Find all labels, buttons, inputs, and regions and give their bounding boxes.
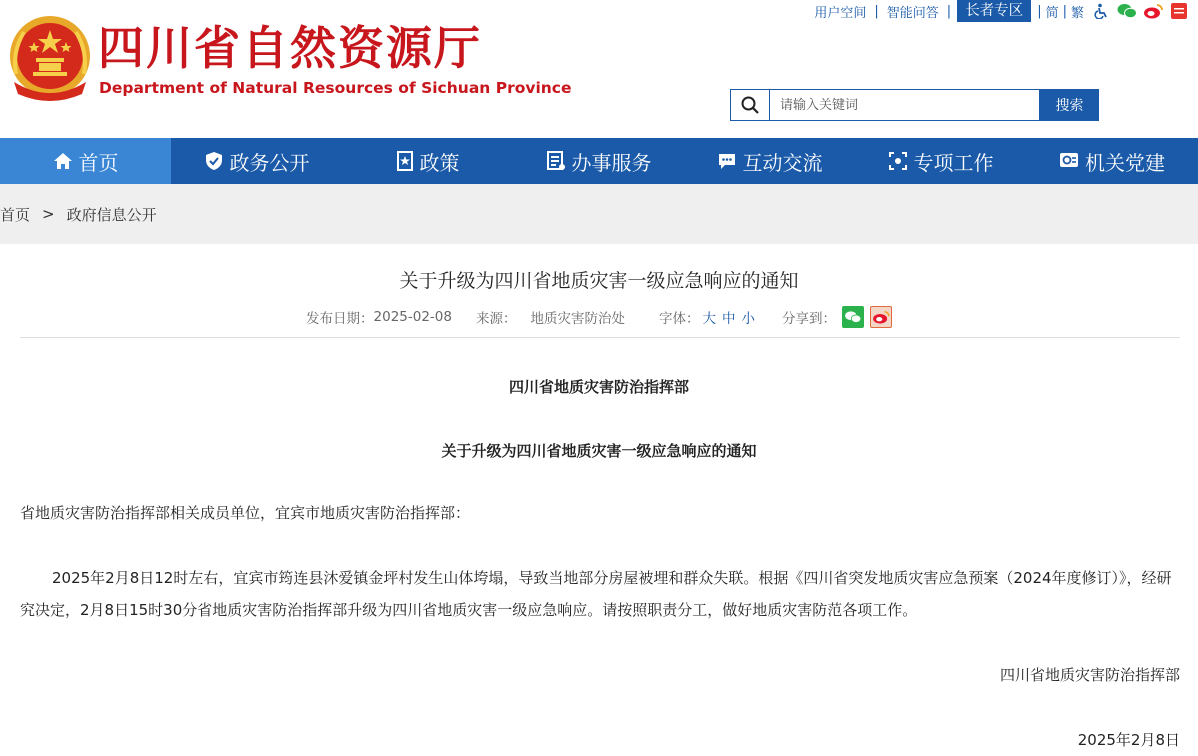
- nav-label: 互动交流: [742, 150, 823, 175]
- nav-item-government-affairs[interactable]: [171, 138, 342, 184]
- nav-item-home[interactable]: [0, 138, 171, 184]
- document-title: 关于升级为四川省地质灾害一级应急响应的通知: [441, 442, 757, 460]
- article-meta: [0, 306, 1198, 328]
- smart-qa-link[interactable]: 智能问答: [886, 5, 939, 21]
- breadcrumb-current-link[interactable]: 政府信息公开: [66, 205, 157, 224]
- shield-icon: [204, 151, 224, 171]
- nav-item-interaction[interactable]: [684, 138, 855, 184]
- addressee: 省地质灾害防治指挥部相关成员单位，宜宾市地质灾害防治指挥部：: [20, 504, 471, 522]
- date-label: 发布日期：: [306, 311, 374, 327]
- wechat-icon[interactable]: [1117, 2, 1137, 20]
- divider: |: [874, 3, 879, 19]
- site-title: 四川省自然资源厅: [98, 21, 482, 75]
- nav-label: 专项工作: [913, 150, 994, 175]
- list-icon: [546, 151, 566, 171]
- elder-zone-button[interactable]: 长者专区: [957, 0, 1031, 22]
- toutiao-icon[interactable]: [1169, 2, 1189, 20]
- search-bar: [730, 89, 1099, 121]
- party-icon: [1059, 151, 1079, 171]
- national-emblem-icon: [8, 12, 92, 102]
- divider: |: [1037, 3, 1042, 19]
- divider: |: [1062, 3, 1067, 19]
- nav-item-services[interactable]: [513, 138, 684, 184]
- source-value: 地质灾害防治处: [530, 311, 625, 327]
- issuer-heading: 四川省地质灾害防治指挥部: [508, 378, 689, 396]
- breadcrumb-home-link[interactable]: 首页: [0, 205, 31, 224]
- share-label: 分享到：: [781, 311, 836, 327]
- font-small-button[interactable]: 小: [741, 311, 755, 327]
- nav-label: 机关党建: [1085, 150, 1165, 175]
- sign-date: 2025年2月8日: [1077, 731, 1180, 749]
- breadcrumb: [0, 184, 1198, 244]
- article-body: 2025年2月8日12时左右，宜宾市筠连县沐爱镇金坪村发生山体垮塌，导致当地部分房屋被埋和群众失联。根据《四川省突发地质灾害应急预案（2024年度修订）》，经研究决定，2月8日15时30分省地质灾害防治指挥部升级为四川省地质灾害一级应急响应。请按照职责分工，做好地质灾害防范各项工作。: [20, 569, 1172, 619]
- nav-label: 首页: [78, 150, 119, 175]
- nav-label: 政策: [419, 150, 460, 175]
- target-icon: [888, 151, 908, 171]
- home-icon: [53, 152, 73, 170]
- divider: [20, 337, 1180, 338]
- search-button[interactable]: 搜索: [1040, 89, 1099, 121]
- share-weibo-icon[interactable]: [870, 306, 892, 328]
- main-nav: [0, 138, 1198, 184]
- nav-item-party-building[interactable]: [1026, 138, 1198, 184]
- simplified-link[interactable]: 简: [1045, 5, 1059, 21]
- accessibility-icon[interactable]: [1091, 2, 1111, 20]
- publish-date: 2025-02-08: [373, 309, 452, 325]
- weibo-icon[interactable]: [1143, 2, 1163, 20]
- nav-label: 办事服务: [571, 150, 652, 175]
- nav-item-special-work[interactable]: [855, 138, 1026, 184]
- chat-icon: [717, 151, 737, 171]
- site-header: [0, 0, 1198, 138]
- nav-item-policy[interactable]: [342, 138, 513, 184]
- traditional-link[interactable]: 繁: [1070, 5, 1084, 21]
- font-large-button[interactable]: 大: [702, 311, 716, 327]
- font-medium-button[interactable]: 中: [721, 311, 736, 327]
- search-icon[interactable]: [730, 89, 769, 121]
- search-input[interactable]: [769, 89, 1040, 121]
- article-title: 关于升级为四川省地质灾害一级应急响应的通知: [399, 270, 799, 292]
- share-wechat-icon[interactable]: [842, 306, 864, 328]
- site-subtitle: Department of Natural Resources of Sichuan Province: [99, 79, 572, 97]
- divider: |: [946, 3, 952, 19]
- breadcrumb-separator: >: [42, 205, 55, 223]
- document-icon: [396, 151, 414, 171]
- font-size-label: 字体：: [658, 311, 700, 327]
- source-label: 来源：: [475, 311, 517, 327]
- user-space-link[interactable]: 用户空间: [814, 5, 867, 21]
- signature: 四川省地质灾害防治指挥部: [999, 666, 1180, 684]
- nav-label: 政务公开: [229, 150, 310, 175]
- top-links: [806, 0, 1192, 22]
